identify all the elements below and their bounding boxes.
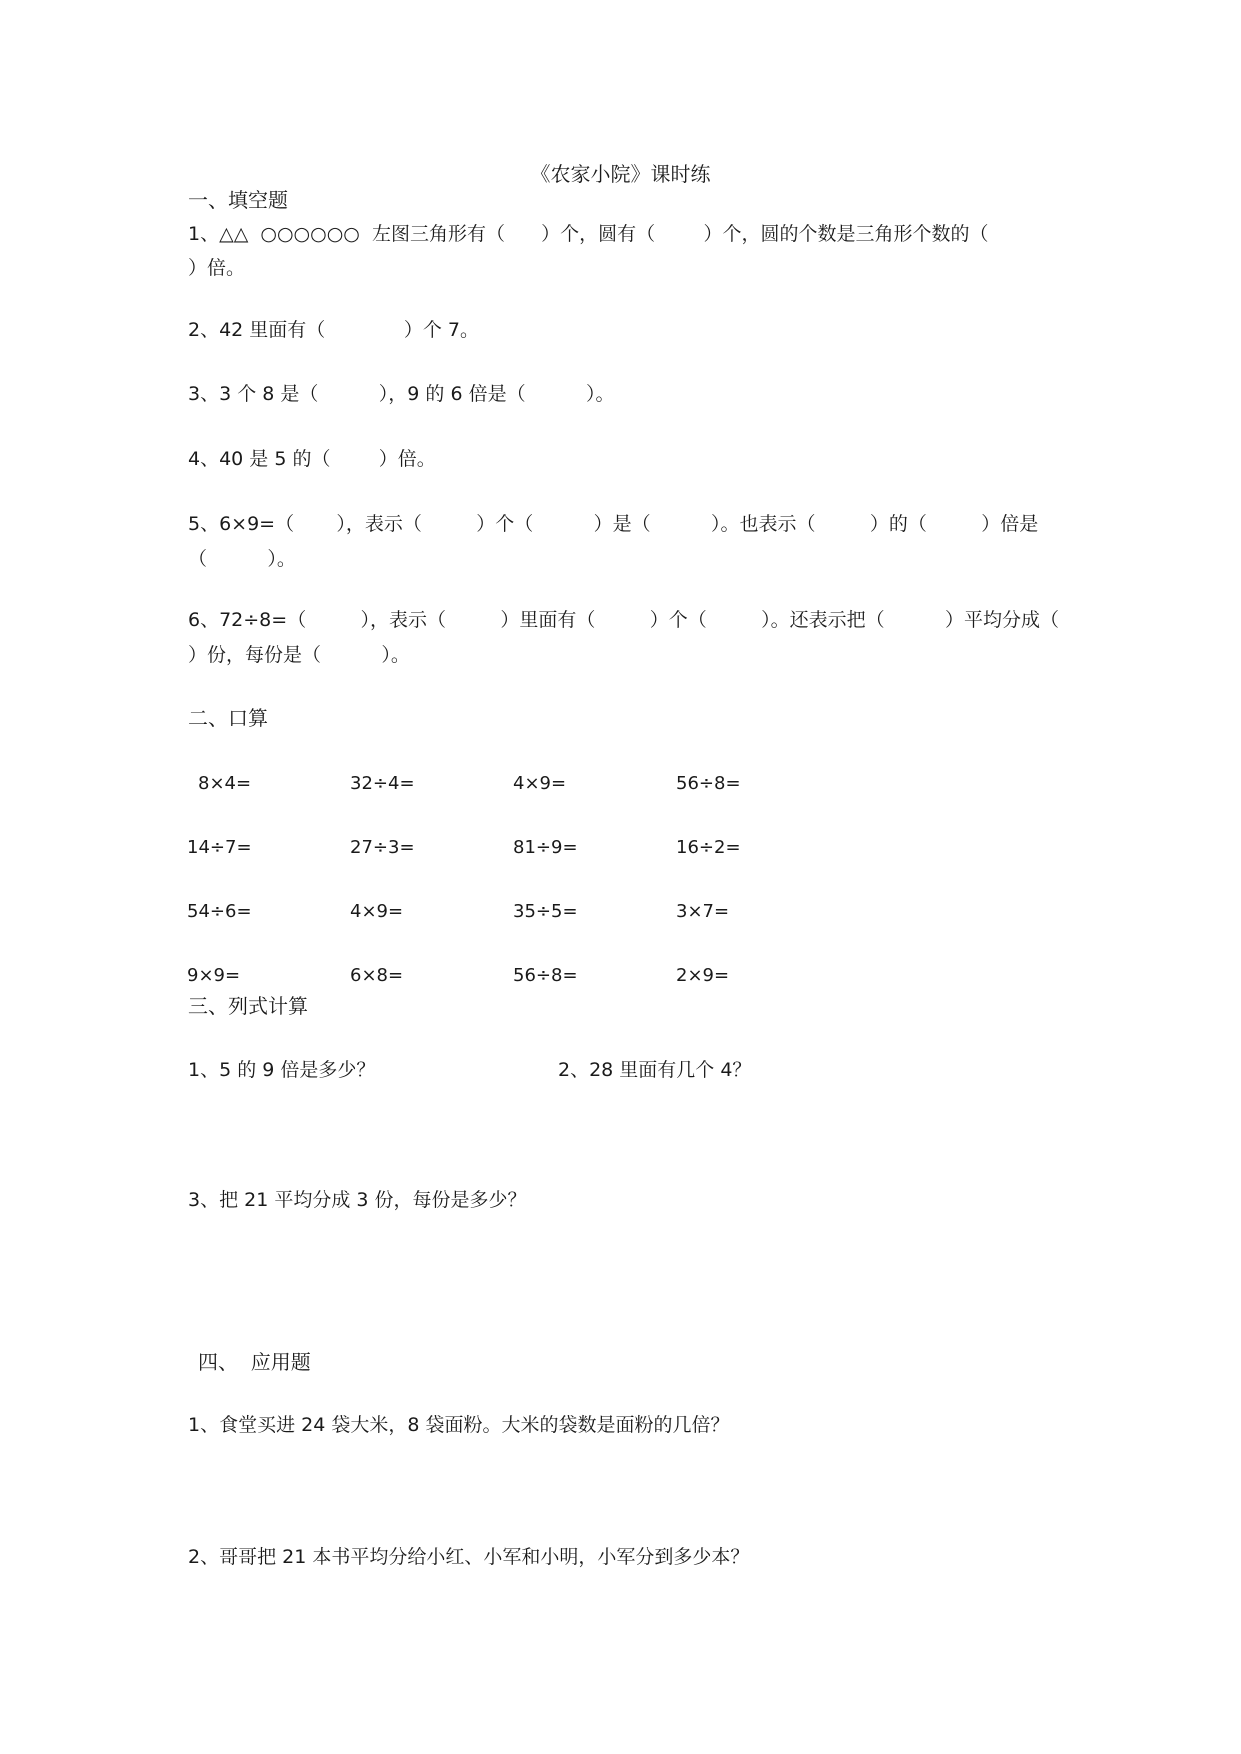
page-title: 《农家小院》课时练 bbox=[530, 162, 711, 186]
word-problem-2: 2、哥哥把 21 本书平均分给小红、小军和小明，小军分到多少本？ bbox=[188, 1546, 750, 1568]
fill-question-4: 4、40 是 5 的（ ）倍。 bbox=[188, 448, 436, 470]
expr-question-2: 2、28 里面有几个 4？ bbox=[558, 1059, 752, 1081]
calc-item: 14÷7= bbox=[187, 837, 252, 858]
calc-item: 4×9= bbox=[350, 901, 404, 922]
calc-item: 27÷3= bbox=[350, 837, 415, 858]
word-problem-1: 1、食堂买进 24 袋大米，8 袋面粉。大米的袋数是面粉的几倍？ bbox=[188, 1414, 730, 1436]
calc-item: 4×9= bbox=[513, 773, 567, 794]
fill-question-6-line-2: ）份，每份是（ ）。 bbox=[188, 644, 410, 666]
calc-item: 2×9= bbox=[676, 965, 730, 986]
calc-item: 81÷9= bbox=[513, 837, 578, 858]
calc-item: 9×9= bbox=[187, 965, 241, 986]
expr-question-3: 3、把 21 平均分成 3 份，每份是多少？ bbox=[188, 1189, 527, 1211]
fill-question-2: 2、42 里面有（ ）个 7。 bbox=[188, 319, 479, 341]
calc-item: 6×8= bbox=[350, 965, 404, 986]
fill-question-5-line-1: 5、6×9=（ ），表示（ ）个（ ）是（ ）。也表示（ ）的（ ）倍是 bbox=[188, 513, 1039, 535]
calc-item: 56÷8= bbox=[676, 773, 741, 794]
calc-item: 56÷8= bbox=[513, 965, 578, 986]
expr-question-1: 1、5 的 9 倍是多少？ bbox=[188, 1059, 376, 1081]
section-3-heading: 三、列式计算 bbox=[188, 994, 308, 1018]
calc-item: 16÷2= bbox=[676, 837, 741, 858]
calc-item: 35÷5= bbox=[513, 901, 578, 922]
section-1-heading: 一、填空题 bbox=[188, 188, 288, 212]
fill-question-5-line-2: （ ）。 bbox=[188, 548, 296, 570]
calc-item: 32÷4= bbox=[350, 773, 415, 794]
fill-question-6-line-1: 6、72÷8=（ ），表示（ ）里面有（ ）个（ ）。还表示把（ ）平均分成（ bbox=[188, 609, 1060, 631]
calc-item: 54÷6= bbox=[187, 901, 252, 922]
calc-item: 3×7= bbox=[676, 901, 730, 922]
fill-question-1-line-2: ）倍。 bbox=[188, 257, 246, 279]
calc-item: 8×4= bbox=[198, 773, 252, 794]
fill-question-1-line-1: 1、△△ ○○○○○○ 左图三角形有（ ）个，圆有（ ）个，圆的个数是三角形个数的（ bbox=[188, 223, 989, 245]
section-2-heading: 二、口算 bbox=[188, 706, 268, 730]
fill-question-3: 3、3 个 8 是（ ），9 的 6 倍是（ ）。 bbox=[188, 383, 615, 405]
section-4-heading: 四、 应用题 bbox=[198, 1350, 311, 1374]
